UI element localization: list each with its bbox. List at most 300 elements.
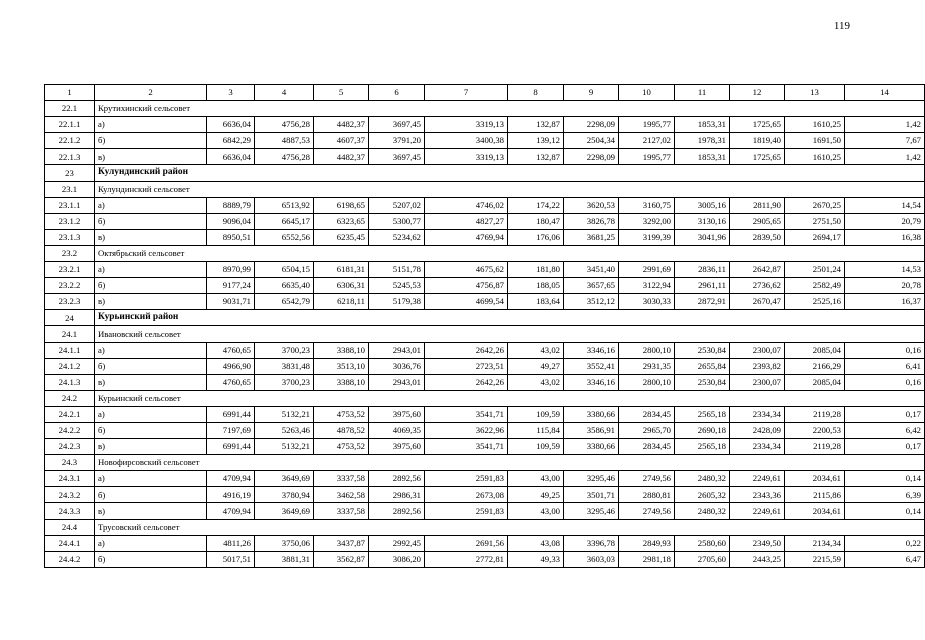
value-cell: 5234,62 bbox=[369, 229, 425, 245]
value-cell: 4746,02 bbox=[425, 197, 508, 213]
row-variant: а) bbox=[95, 342, 207, 358]
value-cell: 2591,83 bbox=[425, 503, 508, 519]
value-cell: 2134,34 bbox=[785, 535, 845, 551]
value-cell: 3292,00 bbox=[619, 213, 675, 229]
value-cell: 6323,65 bbox=[314, 213, 369, 229]
table-row bbox=[45, 487, 925, 503]
value-cell: 3030,33 bbox=[619, 294, 675, 310]
value-cell: 4699,54 bbox=[425, 294, 508, 310]
value-cell: 5263,46 bbox=[255, 422, 314, 438]
value-cell: 1978,31 bbox=[675, 133, 730, 149]
value-cell: 3319,13 bbox=[425, 117, 508, 133]
value-cell: 6218,11 bbox=[314, 294, 369, 310]
value-cell: 6306,31 bbox=[314, 278, 369, 294]
value-cell: 20,78 bbox=[845, 278, 925, 294]
value-cell: 6542,79 bbox=[255, 294, 314, 310]
value-cell: 2642,87 bbox=[730, 262, 785, 278]
value-cell: 0,16 bbox=[845, 374, 925, 390]
section-title: Трусовский сельсовет bbox=[95, 519, 925, 535]
value-cell: 6235,45 bbox=[314, 229, 369, 245]
value-cell: 4753,52 bbox=[314, 439, 369, 455]
row-variant: в) bbox=[95, 229, 207, 245]
value-cell: 7197,69 bbox=[207, 422, 255, 438]
value-cell: 4482,37 bbox=[314, 117, 369, 133]
value-cell: 6991,44 bbox=[207, 439, 255, 455]
row-code: 23.1.1 bbox=[45, 197, 95, 213]
row-variant: а) bbox=[95, 197, 207, 213]
value-cell: 3620,53 bbox=[564, 197, 619, 213]
table-row bbox=[45, 551, 925, 567]
table-row bbox=[45, 439, 925, 455]
value-cell: 2501,24 bbox=[785, 262, 845, 278]
value-cell: 1610,25 bbox=[785, 117, 845, 133]
row-code: 24 bbox=[45, 310, 95, 326]
value-cell: 2085,04 bbox=[785, 374, 845, 390]
value-cell: 2800,10 bbox=[619, 374, 675, 390]
value-cell: 2393,82 bbox=[730, 358, 785, 374]
row-variant: б) bbox=[95, 133, 207, 149]
value-cell: 2991,69 bbox=[619, 262, 675, 278]
value-cell: 3462,58 bbox=[314, 487, 369, 503]
section-title: Кулундинский сельсовет bbox=[95, 181, 925, 197]
row-variant: в) bbox=[95, 439, 207, 455]
value-cell: 2772,81 bbox=[425, 551, 508, 567]
value-cell: 3681,25 bbox=[564, 229, 619, 245]
row-variant: в) bbox=[95, 294, 207, 310]
row-code: 23.2 bbox=[45, 245, 95, 261]
column-header: 14 bbox=[845, 85, 925, 101]
value-cell: 3295,46 bbox=[564, 503, 619, 519]
value-cell: 2751,50 bbox=[785, 213, 845, 229]
column-header: 6 bbox=[369, 85, 425, 101]
value-cell: 2215,59 bbox=[785, 551, 845, 567]
value-cell: 49,25 bbox=[508, 487, 564, 503]
value-cell: 2034,61 bbox=[785, 471, 845, 487]
value-cell: 2736,62 bbox=[730, 278, 785, 294]
table-row bbox=[45, 358, 925, 374]
value-cell: 2670,47 bbox=[730, 294, 785, 310]
column-header: 7 bbox=[425, 85, 508, 101]
value-cell: 2872,91 bbox=[675, 294, 730, 310]
row-code: 24.1.1 bbox=[45, 342, 95, 358]
value-cell: 2839,50 bbox=[730, 229, 785, 245]
column-header: 10 bbox=[619, 85, 675, 101]
value-cell: 2642,26 bbox=[425, 374, 508, 390]
value-cell: 132,87 bbox=[508, 117, 564, 133]
value-cell: 3400,38 bbox=[425, 133, 508, 149]
row-variant: а) bbox=[95, 262, 207, 278]
value-cell: 4966,90 bbox=[207, 358, 255, 374]
row-code: 24.4.1 bbox=[45, 535, 95, 551]
value-cell: 6198,65 bbox=[314, 197, 369, 213]
table-row bbox=[45, 213, 925, 229]
page-number: 119 bbox=[833, 20, 850, 32]
value-cell: 4756,87 bbox=[425, 278, 508, 294]
value-cell: 3586,91 bbox=[564, 422, 619, 438]
value-cell: 2849,93 bbox=[619, 535, 675, 551]
value-cell: 3319,13 bbox=[425, 149, 508, 165]
section-title: Курьинский район bbox=[95, 310, 925, 326]
value-cell: 3780,94 bbox=[255, 487, 314, 503]
row-code: 23.1.2 bbox=[45, 213, 95, 229]
value-cell: 2905,65 bbox=[730, 213, 785, 229]
section-row bbox=[45, 181, 925, 197]
value-cell: 6636,04 bbox=[207, 149, 255, 165]
value-cell: 2115,86 bbox=[785, 487, 845, 503]
value-cell: 8889,79 bbox=[207, 197, 255, 213]
value-cell: 6181,31 bbox=[314, 262, 369, 278]
value-cell: 2200,53 bbox=[785, 422, 845, 438]
row-variant: в) bbox=[95, 374, 207, 390]
value-cell: 6504,15 bbox=[255, 262, 314, 278]
value-cell: 4760,65 bbox=[207, 342, 255, 358]
value-cell: 1725,65 bbox=[730, 149, 785, 165]
value-cell: 1995,77 bbox=[619, 149, 675, 165]
value-cell: 3130,16 bbox=[675, 213, 730, 229]
table-row bbox=[45, 342, 925, 358]
column-header: 13 bbox=[785, 85, 845, 101]
value-cell: 43,08 bbox=[508, 535, 564, 551]
value-cell: 43,00 bbox=[508, 503, 564, 519]
value-cell: 6636,04 bbox=[207, 117, 255, 133]
value-cell: 1,42 bbox=[845, 149, 925, 165]
value-cell: 0,14 bbox=[845, 503, 925, 519]
value-cell: 2943,01 bbox=[369, 374, 425, 390]
row-code: 23 bbox=[45, 165, 95, 181]
row-variant: б) bbox=[95, 487, 207, 503]
value-cell: 3512,12 bbox=[564, 294, 619, 310]
value-cell: 2249,61 bbox=[730, 503, 785, 519]
value-cell: 3603,03 bbox=[564, 551, 619, 567]
table-body bbox=[45, 85, 925, 568]
value-cell: 6,42 bbox=[845, 422, 925, 438]
section-title: Ивановский сельсовет bbox=[95, 326, 925, 342]
value-cell: 2694,17 bbox=[785, 229, 845, 245]
value-cell: 2749,56 bbox=[619, 503, 675, 519]
value-cell: 0,17 bbox=[845, 406, 925, 422]
value-cell: 2034,61 bbox=[785, 503, 845, 519]
section-row bbox=[45, 326, 925, 342]
value-cell: 4482,37 bbox=[314, 149, 369, 165]
column-header: 9 bbox=[564, 85, 619, 101]
column-header: 4 bbox=[255, 85, 314, 101]
value-cell: 3881,31 bbox=[255, 551, 314, 567]
value-cell: 5300,77 bbox=[369, 213, 425, 229]
section-row bbox=[45, 519, 925, 535]
value-cell: 2834,45 bbox=[619, 406, 675, 422]
value-cell: 3791,20 bbox=[369, 133, 425, 149]
value-cell: 6,47 bbox=[845, 551, 925, 567]
row-variant: б) bbox=[95, 422, 207, 438]
row-variant: в) bbox=[95, 503, 207, 519]
value-cell: 3086,20 bbox=[369, 551, 425, 567]
table-row bbox=[45, 294, 925, 310]
value-cell: 3649,69 bbox=[255, 503, 314, 519]
row-variant: б) bbox=[95, 551, 207, 567]
section-title: Октябрьский сельсовет bbox=[95, 245, 925, 261]
value-cell: 0,14 bbox=[845, 471, 925, 487]
value-cell: 3562,87 bbox=[314, 551, 369, 567]
value-cell: 3122,94 bbox=[619, 278, 675, 294]
value-cell: 109,59 bbox=[508, 406, 564, 422]
value-cell: 3380,66 bbox=[564, 406, 619, 422]
value-cell: 2961,11 bbox=[675, 278, 730, 294]
table-row bbox=[45, 229, 925, 245]
value-cell: 6,39 bbox=[845, 487, 925, 503]
value-cell: 43,02 bbox=[508, 342, 564, 358]
row-code: 24.4 bbox=[45, 519, 95, 535]
row-variant: а) bbox=[95, 535, 207, 551]
value-cell: 2300,07 bbox=[730, 374, 785, 390]
value-cell: 2836,11 bbox=[675, 262, 730, 278]
table-row bbox=[45, 197, 925, 213]
value-cell: 4753,52 bbox=[314, 406, 369, 422]
value-cell: 1610,25 bbox=[785, 149, 845, 165]
value-cell: 2834,45 bbox=[619, 439, 675, 455]
value-cell: 2298,09 bbox=[564, 117, 619, 133]
value-cell: 3160,75 bbox=[619, 197, 675, 213]
section-row bbox=[45, 390, 925, 406]
value-cell: 5179,38 bbox=[369, 294, 425, 310]
value-cell: 1691,50 bbox=[785, 133, 845, 149]
section-title: Курьинский сельсовет bbox=[95, 390, 925, 406]
value-cell: 7,67 bbox=[845, 133, 925, 149]
value-cell: 2530,84 bbox=[675, 374, 730, 390]
value-cell: 2811,90 bbox=[730, 197, 785, 213]
row-code: 24.2 bbox=[45, 390, 95, 406]
table-row bbox=[45, 471, 925, 487]
column-header: 12 bbox=[730, 85, 785, 101]
value-cell: 3380,66 bbox=[564, 439, 619, 455]
row-code: 24.2.1 bbox=[45, 406, 95, 422]
value-cell: 4607,37 bbox=[314, 133, 369, 149]
value-cell: 4069,35 bbox=[369, 422, 425, 438]
column-header: 3 bbox=[207, 85, 255, 101]
value-cell: 2690,18 bbox=[675, 422, 730, 438]
value-cell: 174,22 bbox=[508, 197, 564, 213]
row-code: 22.1.1 bbox=[45, 117, 95, 133]
value-cell: 9096,04 bbox=[207, 213, 255, 229]
value-cell: 3346,16 bbox=[564, 374, 619, 390]
value-cell: 2800,10 bbox=[619, 342, 675, 358]
value-cell: 8950,51 bbox=[207, 229, 255, 245]
value-cell: 4756,28 bbox=[255, 117, 314, 133]
value-cell: 176,06 bbox=[508, 229, 564, 245]
value-cell: 3041,96 bbox=[675, 229, 730, 245]
value-cell: 6,41 bbox=[845, 358, 925, 374]
row-code: 23.1 bbox=[45, 181, 95, 197]
value-cell: 3036,76 bbox=[369, 358, 425, 374]
value-cell: 8970,99 bbox=[207, 262, 255, 278]
value-cell: 6635,40 bbox=[255, 278, 314, 294]
column-header: 11 bbox=[675, 85, 730, 101]
value-cell: 183,64 bbox=[508, 294, 564, 310]
table-row bbox=[45, 278, 925, 294]
value-cell: 3501,71 bbox=[564, 487, 619, 503]
value-cell: 5245,53 bbox=[369, 278, 425, 294]
row-code: 24.3.3 bbox=[45, 503, 95, 519]
value-cell: 2428,09 bbox=[730, 422, 785, 438]
value-cell: 2119,28 bbox=[785, 406, 845, 422]
section-row bbox=[45, 245, 925, 261]
value-cell: 20,79 bbox=[845, 213, 925, 229]
column-header: 5 bbox=[314, 85, 369, 101]
table-row bbox=[45, 374, 925, 390]
value-cell: 2705,60 bbox=[675, 551, 730, 567]
value-cell: 6645,17 bbox=[255, 213, 314, 229]
value-cell: 43,00 bbox=[508, 471, 564, 487]
value-cell: 1819,40 bbox=[730, 133, 785, 149]
row-code: 23.1.3 bbox=[45, 229, 95, 245]
value-cell: 2300,07 bbox=[730, 342, 785, 358]
value-cell: 9031,71 bbox=[207, 294, 255, 310]
value-cell: 4709,94 bbox=[207, 471, 255, 487]
value-cell: 2591,83 bbox=[425, 471, 508, 487]
value-cell: 6991,44 bbox=[207, 406, 255, 422]
value-cell: 1853,31 bbox=[675, 149, 730, 165]
value-cell: 2343,36 bbox=[730, 487, 785, 503]
value-cell: 5207,02 bbox=[369, 197, 425, 213]
table-row bbox=[45, 503, 925, 519]
value-cell: 5132,21 bbox=[255, 439, 314, 455]
value-cell: 2723,51 bbox=[425, 358, 508, 374]
value-cell: 2525,16 bbox=[785, 294, 845, 310]
value-cell: 4760,65 bbox=[207, 374, 255, 390]
row-code: 22.1 bbox=[45, 101, 95, 117]
value-cell: 4887,53 bbox=[255, 133, 314, 149]
value-cell: 3552,41 bbox=[564, 358, 619, 374]
value-cell: 2349,50 bbox=[730, 535, 785, 551]
value-cell: 2965,70 bbox=[619, 422, 675, 438]
section-row bbox=[45, 165, 925, 181]
value-cell: 2981,18 bbox=[619, 551, 675, 567]
value-cell: 0,22 bbox=[845, 535, 925, 551]
value-cell: 2504,34 bbox=[564, 133, 619, 149]
row-code: 24.3.1 bbox=[45, 471, 95, 487]
value-cell: 4769,94 bbox=[425, 229, 508, 245]
value-cell: 2334,34 bbox=[730, 406, 785, 422]
value-cell: 3649,69 bbox=[255, 471, 314, 487]
value-cell: 4675,62 bbox=[425, 262, 508, 278]
value-cell: 5151,78 bbox=[369, 262, 425, 278]
row-code: 24.3.2 bbox=[45, 487, 95, 503]
value-cell: 115,84 bbox=[508, 422, 564, 438]
section-title: Крутихинский сельсовет bbox=[95, 101, 925, 117]
row-code: 23.2.1 bbox=[45, 262, 95, 278]
row-variant: а) bbox=[95, 117, 207, 133]
column-header: 8 bbox=[508, 85, 564, 101]
value-cell: 5017,51 bbox=[207, 551, 255, 567]
value-cell: 3541,71 bbox=[425, 406, 508, 422]
value-cell: 6513,92 bbox=[255, 197, 314, 213]
value-cell: 2943,01 bbox=[369, 342, 425, 358]
value-cell: 3975,60 bbox=[369, 406, 425, 422]
value-cell: 188,05 bbox=[508, 278, 564, 294]
section-title: Кулундинский район bbox=[95, 165, 925, 181]
value-cell: 2892,56 bbox=[369, 503, 425, 519]
value-cell: 3750,06 bbox=[255, 535, 314, 551]
value-cell: 4709,94 bbox=[207, 503, 255, 519]
value-cell: 9177,24 bbox=[207, 278, 255, 294]
table-row bbox=[45, 149, 925, 165]
value-cell: 2931,35 bbox=[619, 358, 675, 374]
value-cell: 3005,16 bbox=[675, 197, 730, 213]
value-cell: 4756,28 bbox=[255, 149, 314, 165]
value-cell: 2480,32 bbox=[675, 471, 730, 487]
value-cell: 2986,31 bbox=[369, 487, 425, 503]
value-cell: 2565,18 bbox=[675, 439, 730, 455]
value-cell: 1,42 bbox=[845, 117, 925, 133]
value-cell: 3437,87 bbox=[314, 535, 369, 551]
value-cell: 3697,45 bbox=[369, 149, 425, 165]
value-cell: 3700,23 bbox=[255, 342, 314, 358]
value-cell: 109,59 bbox=[508, 439, 564, 455]
row-code: 24.2.3 bbox=[45, 439, 95, 455]
value-cell: 2085,04 bbox=[785, 342, 845, 358]
value-cell: 3337,58 bbox=[314, 471, 369, 487]
value-cell: 4916,19 bbox=[207, 487, 255, 503]
value-cell: 1853,31 bbox=[675, 117, 730, 133]
value-cell: 1725,65 bbox=[730, 117, 785, 133]
row-variant: б) bbox=[95, 278, 207, 294]
value-cell: 181,80 bbox=[508, 262, 564, 278]
value-cell: 6842,29 bbox=[207, 133, 255, 149]
value-cell: 3697,45 bbox=[369, 117, 425, 133]
table-row bbox=[45, 262, 925, 278]
value-cell: 14,54 bbox=[845, 197, 925, 213]
value-cell: 3388,10 bbox=[314, 342, 369, 358]
table-row bbox=[45, 117, 925, 133]
column-header: 2 bbox=[95, 85, 207, 101]
value-cell: 2166,29 bbox=[785, 358, 845, 374]
value-cell: 2530,84 bbox=[675, 342, 730, 358]
table-row bbox=[45, 406, 925, 422]
row-code: 24.4.2 bbox=[45, 551, 95, 567]
row-code: 24.1 bbox=[45, 326, 95, 342]
value-cell: 3451,40 bbox=[564, 262, 619, 278]
row-code: 22.1.2 bbox=[45, 133, 95, 149]
row-variant: в) bbox=[95, 149, 207, 165]
value-cell: 0,17 bbox=[845, 439, 925, 455]
value-cell: 2880,81 bbox=[619, 487, 675, 503]
value-cell: 2298,09 bbox=[564, 149, 619, 165]
table-row bbox=[45, 133, 925, 149]
section-row bbox=[45, 455, 925, 471]
value-cell: 43,02 bbox=[508, 374, 564, 390]
value-cell: 2673,08 bbox=[425, 487, 508, 503]
row-code: 24.1.2 bbox=[45, 358, 95, 374]
value-cell: 3346,16 bbox=[564, 342, 619, 358]
value-cell: 3541,71 bbox=[425, 439, 508, 455]
value-cell: 4878,52 bbox=[314, 422, 369, 438]
value-cell: 180,47 bbox=[508, 213, 564, 229]
value-cell: 2691,56 bbox=[425, 535, 508, 551]
value-cell: 2642,26 bbox=[425, 342, 508, 358]
value-cell: 3513,10 bbox=[314, 358, 369, 374]
row-code: 24.2.2 bbox=[45, 422, 95, 438]
value-cell: 3700,23 bbox=[255, 374, 314, 390]
row-variant: а) bbox=[95, 406, 207, 422]
value-cell: 3295,46 bbox=[564, 471, 619, 487]
value-cell: 2605,32 bbox=[675, 487, 730, 503]
row-code: 23.2.2 bbox=[45, 278, 95, 294]
section-row bbox=[45, 101, 925, 117]
value-cell: 1995,77 bbox=[619, 117, 675, 133]
value-cell: 139,12 bbox=[508, 133, 564, 149]
value-cell: 2655,84 bbox=[675, 358, 730, 374]
value-cell: 2749,56 bbox=[619, 471, 675, 487]
value-cell: 4827,27 bbox=[425, 213, 508, 229]
